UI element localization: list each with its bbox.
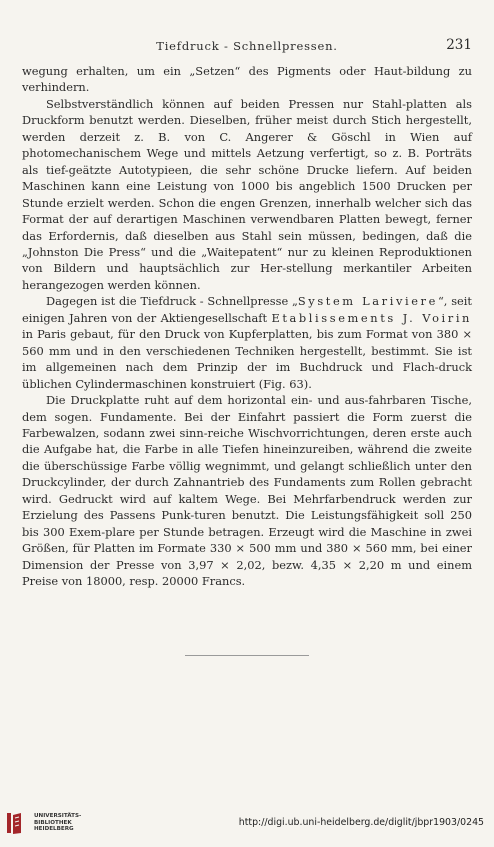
source-url[interactable]: http://digi.ub.uni-heidelberg.de/diglit/jbpr1903/0245 [238, 817, 484, 828]
institution-name [34, 813, 81, 833]
institution-line-3: HEIDELBERG [34, 826, 74, 833]
paragraph-1: wegung erhalten, um ein „Setzen“ des Pigments oder Haut-bildung zu verhindern. [22, 64, 472, 95]
paragraph-4: Die Druckplatte ruht auf dem horizontal ein- und aus-fahrbaren Tische, dem sogen. Fundamente. Bei der Einfahrt passiert die Form zuerst die Farbewalzen, sodann zwei sinn-reiche Wischvorrichtungen, deren erste auch die Aufgabe hat, die Farbe in alle Tiefen hineinzureiben, während die zweite die überschüssige Farbe völlig wegnimmt, und gelangt schließlich unter den Druckcylinder, der durch Zahnantrieb des Fundaments zum Rollen gebracht wird. Gedruckt wird auf kaltem Wege. Bei Mehrfarbendruck werden zur Erzielung des Passens Punk-turen benutzt. Die Leistungsfähigkeit soll 250 bis 300 Exem-plare per Stunde betragen. Erzeugt wird die Maschine in zwei Größen, für Platten im Formate 330 × 500 mm und 380 × 560 mm, bei einer Dimension der Presse von 3,97 × 2,02, bezw. 4,35 × 2,20 m und einem Preise von 18000, resp. 20000 Francs. [22, 393, 472, 589]
institution-line-1: UNIVERSITÄTS- [34, 813, 82, 819]
section-divider [185, 655, 309, 656]
paragraph-3-part-b: “, seit einigen Jahren von der Aktiengesellschaft [22, 294, 472, 325]
institution-line-2: BIBLIOTHEK [34, 819, 72, 826]
page-footer [0, 805, 494, 847]
company-name: Etablissements J. Voirin [271, 310, 472, 325]
paragraph-3 [22, 293, 472, 392]
paragraph-3-part-c: in Paris gebaut, für den Druck von Kupferplatten, bis zum Format von 380 × 560 mm und in den verschiedenen Techniken hergestellt, bestimmt. Sie ist im allgemeinen nach dem Prinzip der im Buchdruck und Flach-druck üblichen Cylindermaschinen konstruiert (Fig. 63). [22, 327, 472, 391]
paragraph-2: Selbstverständlich können auf beiden Pressen nur Stahl-platten als Druckform benutzt werden. Dieselben, früher meist durch Stich hergestellt, werden derzeit z. B. von C. Angerer & Göschl in Wien auf photomechanischem Wege und mittels Aetzung verfertigt, so z. B. Porträts als tief-geätzte Autotypieen, die sehr schöne Drucke liefern. Auf beiden Maschinen kann eine Leistung von 1000 bis angeblich 1500 Drucken per Stunde erzielt werden. Schon die engen Grenzen, innerhalb welcher sich das Format der auf derartigen Maschinen verwendbaren Platten bewegt, ferner das Erfordernis, daß dieselben aus Stahl sein müssen, bedingen, daß die „Johnston Die Press“ und die „Waitepatent“ nur zu kleinen Reproduktionen von Bildern und hauptsächlich zur Her-stellung merkantiler Arbeiten herangezogen werden können. [22, 96, 472, 292]
page-header [22, 38, 472, 54]
running-title: Tiefdruck - Schnellpressen. [156, 39, 338, 53]
paragraph-3-part-a: Dagegen ist die Tiefdruck - Schnellpresse „ [46, 294, 298, 309]
page-number: 231 [446, 37, 472, 53]
system-name: System Lariviere [297, 294, 438, 309]
body-text [22, 63, 472, 590]
